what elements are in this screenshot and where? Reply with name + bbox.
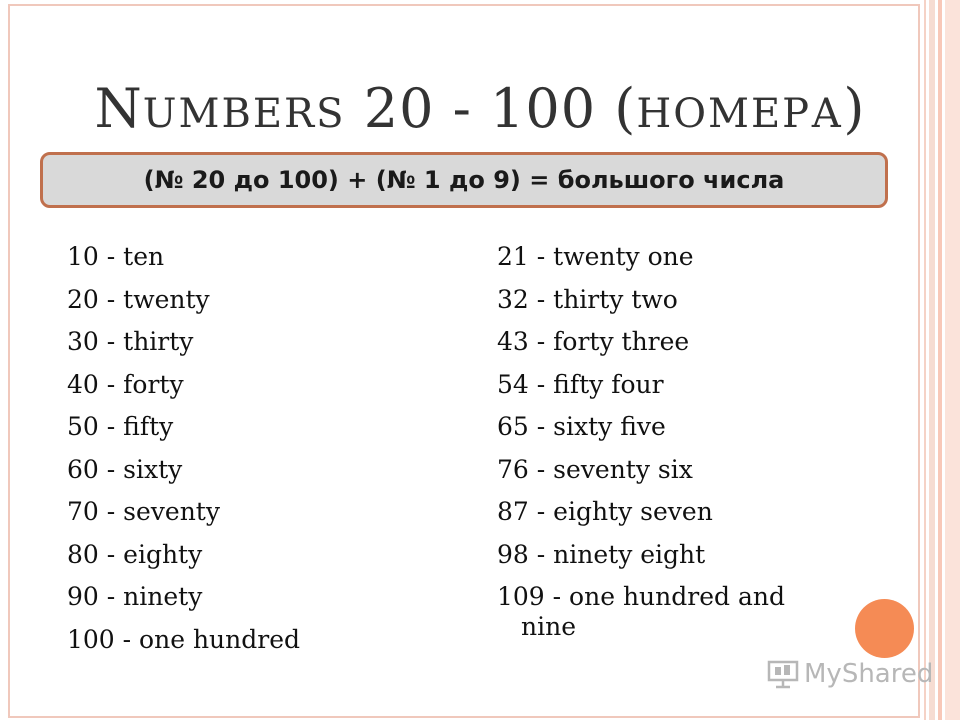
list-item: 76 - seventy six [497,454,693,484]
list-item: 54 - fifty four [497,369,664,399]
decorative-circle [855,599,914,658]
title-close: ) [843,77,866,140]
formula-banner [40,152,888,208]
list-item: 32 - thirty two [497,284,678,314]
title-russian: НОМЕРА [636,91,844,137]
list-item: 50 - fifty [67,412,174,441]
presentation-icon [766,659,800,689]
myshared-watermark [766,656,933,692]
list-item: 70 - seventy [67,497,220,526]
title-smallcaps: UMBERS [142,91,346,137]
list-item: 87 - eighty seven [497,497,713,526]
list-item: 100 - one hundred [67,624,301,654]
list-item: 98 - ninety eight [497,539,706,569]
right-number-list [497,236,857,642]
list-item: 40 - forty [67,369,184,399]
list-item: 90 - ninety [67,582,203,611]
list-item: 10 - ten [67,242,165,271]
list-item-continuation: nine [521,612,576,641]
title-initial: N [94,77,143,140]
list-item [497,576,857,642]
list-item: 30 - thirty [67,327,194,356]
list-item-line: 109 - one hundred and [497,582,785,611]
list-item: 60 - sixty [67,454,183,484]
list-item: 43 - forty three [497,327,690,356]
formula-text: (№ 20 до 100) + (№ 1 до 9) = большого числа [143,166,785,194]
list-item: 80 - eighty [67,539,203,569]
slide-title [0,78,960,145]
title-numbers: 20 - 100 ( [345,77,637,140]
list-item: 21 - twenty one [497,242,694,271]
watermark-text: MyShared [804,659,934,689]
list-item: 65 - sixty five [497,412,666,441]
left-number-list [67,236,467,661]
list-item: 20 - twenty [67,284,210,314]
